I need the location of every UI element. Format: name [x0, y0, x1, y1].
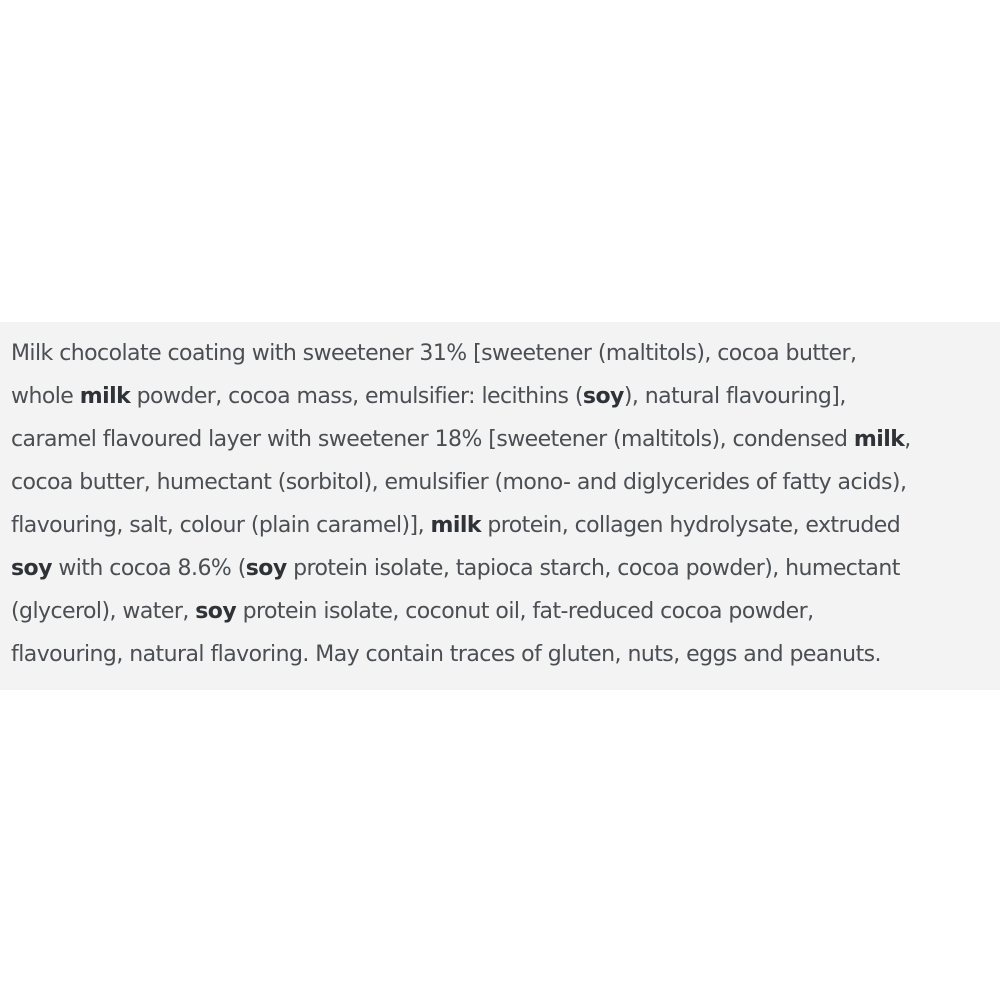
ingredient-text-run: protein, collagen hydrolysate, extruded: [480, 513, 901, 538]
ingredients-text: [11, 332, 996, 676]
ingredient-text-run: (glycerol), water,: [11, 599, 196, 624]
ingredient-text-run: caramel flavoured layer with sweetener 18% [sweetener (maltitols), condensed: [11, 427, 854, 452]
ingredient-text-run: Milk chocolate coating with sweetener 31% [sweetener (maltitols), cocoa butter,: [11, 341, 857, 366]
ingredient-text-run: powder, cocoa mass, emulsifier: lecithins (: [130, 384, 583, 409]
ingredients-line: [11, 547, 996, 590]
ingredient-text-run: with cocoa 8.6% (: [51, 556, 246, 581]
ingredient-text-run: flavouring, natural flavoring. May contain traces of gluten, nuts, eggs and peanuts.: [11, 642, 882, 667]
allergen-highlight: soy: [582, 384, 624, 409]
ingredients-panel: [0, 322, 1000, 690]
allergen-highlight: milk: [79, 384, 131, 409]
ingredients-line: [11, 504, 996, 547]
allergen-highlight: soy: [195, 599, 237, 624]
ingredient-text-run: flavouring, salt, colour (plain caramel)],: [11, 513, 431, 538]
ingredients-line: [11, 461, 996, 504]
ingredient-text-run: protein isolate, tapioca starch, cocoa powder), humectant: [286, 556, 900, 581]
ingredients-line: [11, 633, 996, 676]
ingredient-text-run: whole: [11, 384, 80, 409]
ingredient-text-run: ,: [904, 427, 911, 452]
ingredients-line: [11, 590, 996, 633]
ingredients-line: [11, 375, 996, 418]
ingredients-line: [11, 332, 996, 375]
allergen-highlight: soy: [11, 556, 52, 581]
allergen-highlight: milk: [853, 427, 905, 452]
ingredient-text-run: cocoa butter, humectant (sorbitol), emulsifier (mono- and diglycerides of fatty acids),: [11, 470, 907, 495]
allergen-highlight: soy: [245, 556, 287, 581]
ingredients-line: [11, 418, 996, 461]
allergen-highlight: milk: [430, 513, 481, 538]
ingredient-text-run: protein isolate, coconut oil, fat-reduced cocoa powder,: [236, 599, 814, 624]
ingredient-text-run: ), natural flavouring],: [623, 384, 846, 409]
